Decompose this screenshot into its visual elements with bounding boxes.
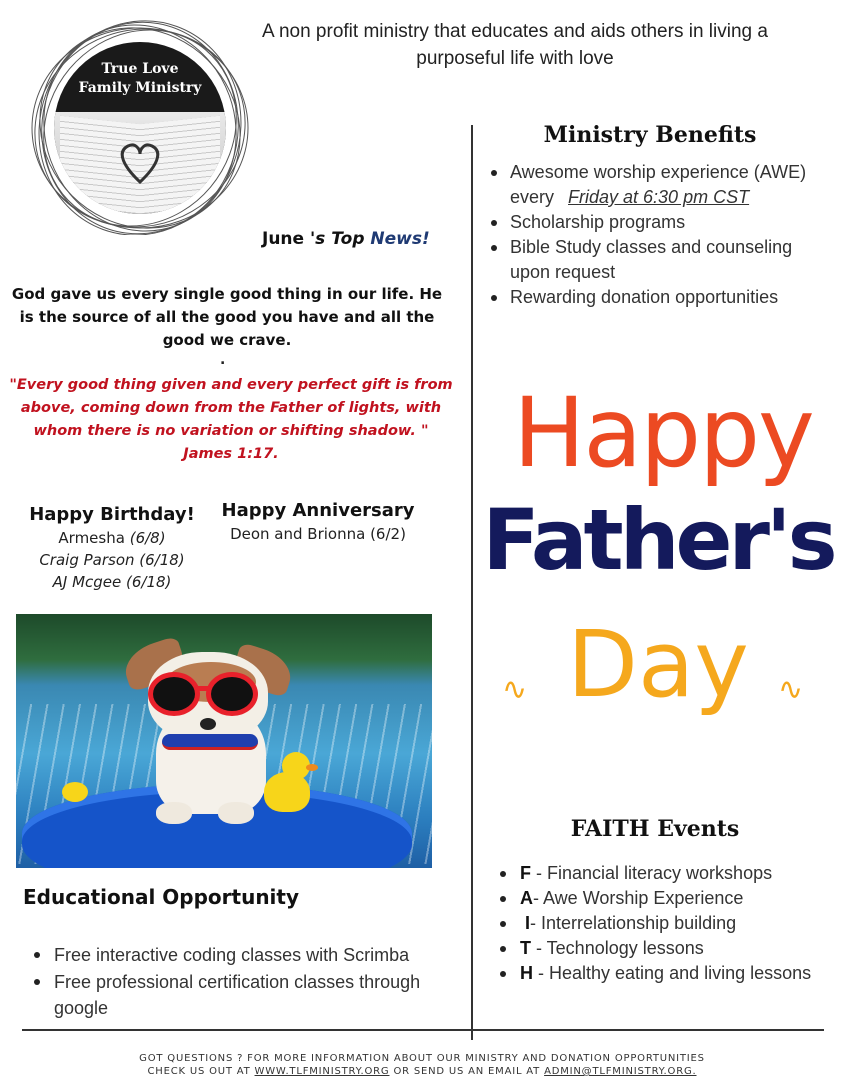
dog-collar [162,734,258,750]
list-item [496,936,826,961]
fathers-day-graphic [478,378,838,748]
faith-letter: A [520,888,533,908]
benefits-heading: Ministry Benefits [543,122,757,148]
list-item [496,886,826,911]
faith-list [496,861,826,986]
swirl-left-icon: ∿ [502,672,528,707]
scripture-verse: "Every good thing given and every perfect gift is from above, coming down from the Father of lights, with whom there is no variation or shifting shadow. " James 1:17. [9,377,453,462]
fathers-day-happy: Happy [513,377,813,489]
benefit-awe-text: Awesome worship experience (AWE) every [510,162,807,207]
logo-line1: True Love [101,61,179,77]
list-item: Free professional certification classes through google [30,969,460,1021]
footer-divider [22,1029,824,1031]
news-apostrophe: 's [304,229,326,249]
dog-paw-right [218,802,254,824]
dog-paw-left [156,802,192,824]
faith-text: - Awe Worship Experience [533,888,744,908]
birthday-entry: Craig Parson (6/18) [39,551,185,569]
website-link[interactable]: WWW.TLFMINISTRY.ORG [254,1066,390,1077]
birthday-entry: AJ Mcgee (6/18) [52,573,172,591]
sunglasses-bridge [198,686,210,691]
birthday-heading: Happy Birthday! [29,504,195,525]
benefits-list [487,160,817,310]
email-link[interactable]: ADMIN@TLFMINISTRY.ORG. [544,1066,697,1077]
open-bible-image [54,112,226,214]
dog-nose [200,718,216,730]
logo-line2: Family Ministry [78,80,202,96]
education-list [30,942,460,1022]
anniversary-section [214,500,422,543]
sunglasses-lens-left [148,672,200,716]
footer-email-text: OR SEND US AN EMAIL AT [393,1066,541,1077]
logo-text [54,60,226,98]
footer-line2 [60,1065,784,1078]
footer-line1: GOT QUESTIONS ? FOR MORE INFORMATION ABOUT OUR MINISTRY AND DONATION OPPORTUNITIES [139,1053,705,1064]
news-word: News! [370,229,430,249]
anniversary-heading: Happy Anniversary [221,500,415,521]
education-heading: Educational Opportunity [23,885,300,909]
list-item: Rewarding donation opportunities [487,285,817,310]
ministry-tagline: A non profit ministry that educates and aids others in living a purposeful life with love [262,21,768,69]
list-item: Scholarship programs [487,210,817,235]
faith-text: - Healthy eating and living lessons [533,963,812,983]
heart-icon [54,112,226,214]
news-heading [262,229,430,249]
separator-dot: . [220,352,226,368]
swirl-right-icon: ∿ [778,672,804,707]
footer [60,1052,784,1078]
rubber-duck-beak [306,764,318,771]
news-month: June [262,229,305,249]
faith-letter: H [520,963,533,983]
benefit-awe-time: Friday at 6:30 pm CST [568,187,750,207]
list-item [496,911,826,936]
list-item [487,160,817,210]
fathers-day-day: Day [567,611,749,718]
faith-text: - Financial literacy workshops [531,863,773,883]
ministry-logo [20,10,260,235]
sunglasses-lens-right [206,672,258,716]
birthday-date: (6/8) [129,529,166,547]
faith-heading: FAITH Events [570,816,740,842]
faith-text: - Technology lessons [531,938,704,958]
footer-check-text: CHECK US OUT AT [147,1066,251,1077]
fathers-day-fathers: Father's [482,491,834,589]
intro-paragraph: God gave us every single good thing in our life. He is the source of all the good you have and all the good we crave. [11,285,443,349]
column-divider [471,125,473,1040]
list-item: Bible Study classes and counseling upon request [487,235,817,285]
faith-letter: I [525,913,531,933]
list-item: Free interactive coding classes with Scrimba [30,942,460,968]
faith-letter: F [520,863,531,883]
logo-emblem [54,42,226,214]
rubber-duck-small [62,782,88,802]
anniversary-entry: Deon and Brionna (6/2) [230,525,406,543]
birthday-name: Armesha [58,529,125,547]
birthday-entry [28,527,196,549]
news-top: Top [331,229,365,249]
faith-letter: T [520,938,531,958]
faith-text: - Interrelationship building [530,913,737,933]
birthday-section [28,504,196,593]
list-item [496,961,826,986]
dog-pool-photo [16,614,432,868]
list-item [496,861,826,886]
